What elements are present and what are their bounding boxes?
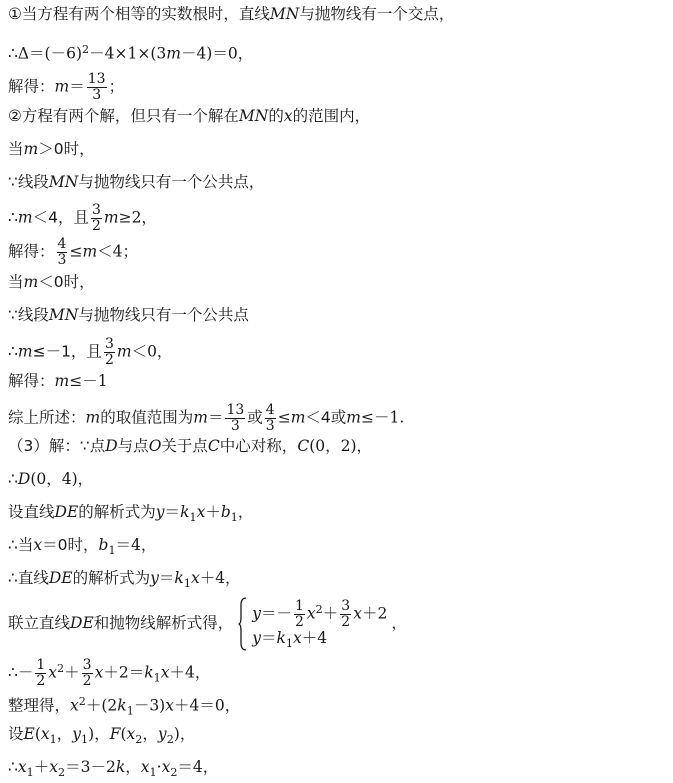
text: ＝4， <box>177 758 219 776</box>
var: x <box>306 604 316 623</box>
text: ＝3－2 <box>65 758 116 776</box>
denominator: 2 <box>91 218 101 234</box>
text: ＝ <box>158 569 175 587</box>
subscript: 1 <box>153 671 161 685</box>
text: ＋2＝ <box>103 663 145 682</box>
var: x <box>49 758 58 776</box>
numerator: 3 <box>82 657 92 673</box>
var: m <box>54 372 70 390</box>
text: 解得： <box>8 372 55 390</box>
line-1 <box>8 4 454 24</box>
fraction <box>57 237 68 268</box>
var: k <box>174 569 184 587</box>
text: ＝0时， <box>42 536 99 554</box>
text: )， <box>173 725 196 743</box>
text: ≤－1 <box>69 372 108 390</box>
text: 的解析式为 <box>72 569 151 587</box>
subscript: 1 <box>149 765 157 779</box>
numerator: 13 <box>226 402 245 418</box>
fraction <box>82 658 93 689</box>
system-row-2 <box>252 624 387 653</box>
numerator: 1 <box>295 598 304 615</box>
line-14 <box>8 436 372 456</box>
text: －3) <box>133 696 166 715</box>
fraction <box>225 403 245 434</box>
var: x <box>17 758 27 776</box>
text: 综上所述： <box>8 408 86 427</box>
var: m <box>17 342 33 361</box>
var: MN <box>48 306 79 324</box>
text: 当 <box>8 140 24 158</box>
text: 的取值范围为 <box>100 408 194 427</box>
subscript: 2 <box>58 765 66 779</box>
text: ＋ <box>33 758 50 776</box>
numerator: 3 <box>91 202 101 218</box>
text: · <box>156 758 162 776</box>
var: k <box>115 758 126 776</box>
denominator: 3 <box>57 252 67 268</box>
var: x <box>70 696 79 715</box>
text: ( <box>34 725 41 743</box>
var: E <box>23 725 35 743</box>
text: 解得： <box>8 242 55 261</box>
line-10 <box>8 305 249 325</box>
denominator: 2 <box>82 673 92 689</box>
denominator: 3 <box>230 418 240 434</box>
text: ， <box>237 503 254 521</box>
subscript: 1 <box>26 765 34 779</box>
text: ≤ <box>69 242 83 261</box>
fraction <box>35 658 46 689</box>
denominator: 2 <box>341 614 351 631</box>
var: m <box>116 342 132 361</box>
text: ＜0时， <box>38 273 95 291</box>
var: y <box>155 503 165 521</box>
var: DE <box>54 503 79 521</box>
var: C <box>297 437 310 455</box>
var: m <box>166 44 181 63</box>
line-23 <box>8 757 218 783</box>
text: ＜4，且 <box>32 208 89 227</box>
subscript: 1 <box>183 576 191 590</box>
var: b <box>98 536 109 554</box>
subscript: 1 <box>189 510 197 524</box>
text: ≤－1. <box>361 408 405 427</box>
text: 关于点 <box>161 437 208 455</box>
var: m <box>85 408 101 427</box>
fraction <box>265 403 276 434</box>
text: ＝ <box>260 629 277 647</box>
text: 的解析式为 <box>78 503 156 521</box>
subscript: 1 <box>285 636 294 650</box>
text: ∵线段 <box>8 173 49 191</box>
exponent: 2 <box>78 695 86 708</box>
var: k <box>117 696 127 715</box>
var: x <box>126 725 136 743</box>
text: ＋4 <box>301 629 328 647</box>
line-3 <box>8 72 124 103</box>
text: ∴Δ＝(－6) <box>8 44 83 63</box>
text: ＝ <box>207 408 224 427</box>
fraction <box>87 72 107 103</box>
var: x <box>40 725 50 743</box>
subscript: 1 <box>49 732 57 746</box>
var: F <box>109 725 121 743</box>
var: m <box>23 273 39 291</box>
var: x <box>33 536 43 554</box>
text: －4×1×(3 <box>89 44 167 63</box>
fraction <box>104 337 115 368</box>
var: y <box>157 725 167 743</box>
var: D <box>17 470 31 488</box>
var: m <box>103 208 119 227</box>
line-8 <box>8 237 138 268</box>
subscript: 2 <box>166 732 174 746</box>
text: ； <box>108 77 125 96</box>
text: ＋(2 <box>85 696 118 715</box>
line-5 <box>8 139 95 159</box>
numerator: 13 <box>87 71 106 87</box>
denominator: 2 <box>295 614 304 631</box>
text: ＝ <box>69 77 85 96</box>
text: 联立直线 <box>8 614 71 632</box>
text: ＋4＝0， <box>173 696 241 715</box>
text: 与抛物线只有一个公共点 <box>78 306 249 324</box>
var: y <box>150 569 159 587</box>
var: y <box>72 725 82 743</box>
line-16 <box>8 502 253 528</box>
numerator: 1 <box>36 657 46 673</box>
text: ≤－1，且 <box>32 342 102 361</box>
var: O <box>148 437 162 455</box>
var: x <box>190 569 200 587</box>
subscript: 2 <box>170 765 178 779</box>
var: x <box>160 663 170 682</box>
text: 与抛物线只有一个公共点， <box>78 173 265 191</box>
text: ＋4， <box>169 663 211 682</box>
text: ①当方程有两个相等的实数根时，直线 <box>8 5 270 23</box>
text: －4)＝0， <box>180 44 254 63</box>
text: 与点 <box>117 437 149 455</box>
var: k <box>180 503 190 521</box>
exponent: 2 <box>82 43 90 56</box>
var: m <box>82 242 98 261</box>
left-brace-icon <box>238 597 248 651</box>
line-4 <box>8 106 370 126</box>
fraction <box>340 599 351 630</box>
text: 或 <box>247 408 263 427</box>
line-18 <box>8 568 241 594</box>
system-row-1 <box>252 595 388 631</box>
text: ， <box>391 614 407 632</box>
line-19 <box>8 595 407 653</box>
var: DE <box>70 614 94 632</box>
var: m <box>290 408 306 427</box>
var: m <box>346 408 361 427</box>
line-13 <box>8 403 404 434</box>
var: MN <box>269 5 300 23</box>
var: x <box>94 663 104 682</box>
text: ＝4， <box>115 536 157 554</box>
text: 的 <box>268 107 284 125</box>
text: ， <box>125 758 141 776</box>
var: y <box>252 629 261 647</box>
var: x <box>165 696 174 715</box>
var: b <box>220 503 231 521</box>
equation-system <box>252 595 387 653</box>
text: 的范围内， <box>292 107 371 125</box>
var: x <box>283 107 293 125</box>
numerator: 4 <box>57 236 67 252</box>
text: ( <box>120 725 127 743</box>
text: ＋ <box>205 503 221 521</box>
line-21 <box>8 692 240 721</box>
numerator: 3 <box>104 336 114 352</box>
line-2 <box>8 40 253 64</box>
text: (0，2)， <box>309 437 373 455</box>
text: ＜4或 <box>305 408 347 427</box>
line-11 <box>8 337 172 368</box>
var: m <box>17 208 33 227</box>
text: 和抛物线解析式得， <box>93 614 234 632</box>
text: 整理得， <box>8 696 71 715</box>
line-12 <box>8 371 108 391</box>
subscript: 1 <box>108 543 116 557</box>
line-9 <box>8 272 95 292</box>
var: x <box>140 758 150 776</box>
text: ＜4； <box>97 242 139 261</box>
var: m <box>23 140 39 158</box>
line-17 <box>8 535 156 561</box>
text: ∵线段 <box>8 306 49 324</box>
line-22 <box>8 724 195 750</box>
text: ∴ <box>8 342 18 361</box>
var: x <box>161 758 171 776</box>
subscript: 2 <box>135 732 143 746</box>
line-7 <box>8 203 157 234</box>
var: D <box>105 437 118 455</box>
var: m <box>193 408 208 427</box>
text: ≥2， <box>118 208 157 227</box>
text: ∴直线 <box>8 569 49 587</box>
line-6 <box>8 172 264 192</box>
numerator: 4 <box>265 402 275 418</box>
line-20 <box>8 658 210 689</box>
text: ＋2 <box>361 604 388 623</box>
subscript: 1 <box>126 704 134 718</box>
subscript: 1 <box>81 732 89 746</box>
text: ∴当 <box>8 536 34 554</box>
text: ∴ <box>8 470 18 488</box>
var: y <box>252 604 261 623</box>
text: 中心对称， <box>219 437 298 455</box>
text: )， <box>88 725 110 743</box>
fraction <box>91 203 102 234</box>
var: MN <box>48 173 79 191</box>
var: x <box>48 663 58 682</box>
text: ＝ <box>164 503 181 521</box>
text: （3）解：∵点 <box>8 437 106 455</box>
text: ＋ <box>322 604 339 623</box>
text: 设 <box>8 725 24 743</box>
subscript: 1 <box>230 510 238 524</box>
text: ＜0， <box>131 342 173 361</box>
text: ∴ <box>8 758 18 776</box>
text: 当 <box>8 273 24 291</box>
var: m <box>54 77 70 96</box>
line-15 <box>8 469 93 489</box>
exponent: 2 <box>57 661 65 675</box>
text: ∴ <box>8 208 18 227</box>
text: ＋4， <box>199 569 241 587</box>
denominator: 2 <box>36 673 46 689</box>
var: MN <box>238 107 269 125</box>
text: ≤ <box>277 408 291 427</box>
text: ＝－ <box>260 604 292 623</box>
var: k <box>276 629 286 647</box>
text: 解得： <box>8 77 55 96</box>
text: ， <box>56 725 73 743</box>
var: DE <box>48 569 73 587</box>
text: ， <box>142 725 158 743</box>
text: ＞0时， <box>38 140 95 158</box>
var: x <box>293 629 302 647</box>
exponent: 2 <box>315 603 323 616</box>
var: x <box>353 604 362 623</box>
var: k <box>144 663 154 682</box>
text: (0，4)， <box>30 470 94 488</box>
text: 与抛物线有一个交点， <box>299 5 455 23</box>
denominator: 3 <box>265 418 275 434</box>
text: ∴－ <box>8 663 34 682</box>
denominator: 2 <box>104 352 114 368</box>
numerator: 3 <box>341 598 351 615</box>
var: x <box>196 503 206 521</box>
text: 设直线 <box>8 503 55 521</box>
denominator: 3 <box>92 87 102 103</box>
text: ＋ <box>64 663 80 682</box>
var: C <box>207 437 220 455</box>
text: ②方程有两个解，但只有一个解在 <box>8 107 239 125</box>
